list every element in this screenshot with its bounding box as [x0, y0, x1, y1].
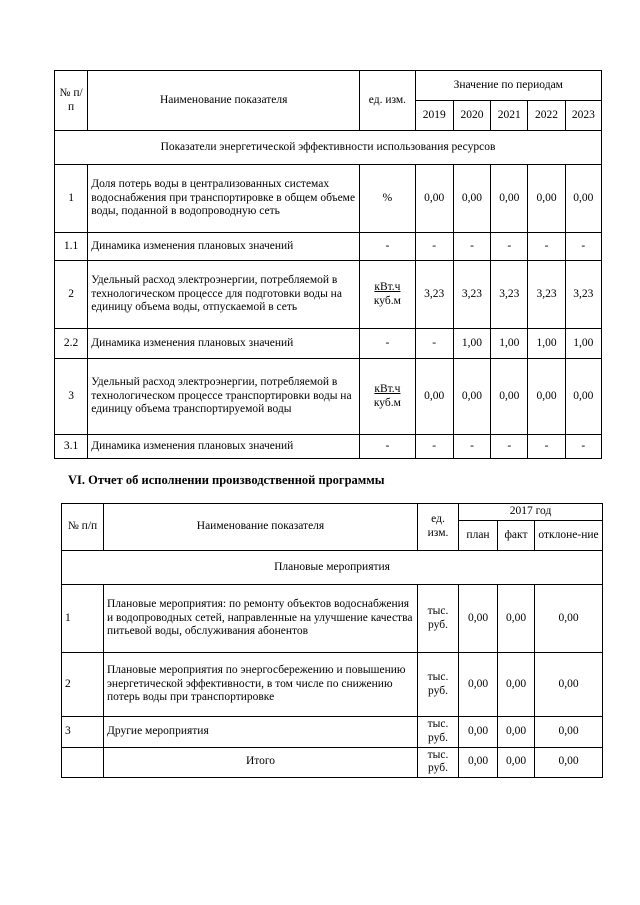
row-num: 2: [55, 261, 88, 329]
row-value: 1,00: [528, 329, 565, 359]
row-value: 0,00: [491, 359, 528, 435]
row-deviation: 0,00: [535, 717, 603, 748]
row-plan: 0,00: [459, 585, 498, 653]
row-value: -: [453, 435, 490, 459]
section-row: Плановые мероприятия: [62, 551, 603, 585]
header-name: Наименование показателя: [88, 71, 360, 131]
row-value: 0,00: [528, 165, 565, 233]
row-name: Плановые мероприятия: по ремонту объектов водоснабжения и водопроводных сетей, направленные на улучшение качества питьевой воды, обслуживания абонентов: [104, 585, 418, 653]
total-unit: тыс. руб.: [418, 747, 459, 778]
table-row: [55, 165, 602, 233]
row-plan: 0,00: [459, 717, 498, 748]
row-num: 2: [62, 653, 104, 717]
row-unit: тыс. руб.: [418, 653, 459, 717]
row-fact: 0,00: [498, 717, 535, 748]
row-num: 2.2: [55, 329, 88, 359]
row-value: 3,23: [491, 261, 528, 329]
table-row: [55, 359, 602, 435]
header-year: 2019: [415, 101, 453, 131]
row-value: -: [491, 233, 528, 261]
row-num: 3: [62, 717, 104, 748]
row-unit: [360, 261, 415, 329]
row-unit: [360, 359, 415, 435]
row-name: Плановые мероприятия по энергосбережению и повышению энергетической эффективности, в том числе по снижению потерь воды при транспортировке: [104, 653, 418, 717]
row-value: 0,00: [415, 359, 453, 435]
row-value: -: [565, 233, 601, 261]
row-value: -: [565, 435, 601, 459]
row-value: -: [528, 233, 565, 261]
table-row: [55, 435, 602, 459]
row-value: -: [528, 435, 565, 459]
row-name: Динамика изменения плановых значений: [88, 329, 360, 359]
row-value: -: [415, 233, 453, 261]
row-deviation: 0,00: [535, 585, 603, 653]
unit-denominator: куб.м: [373, 396, 401, 409]
section-title: VI. Отчет об исполнении производственной программы: [68, 473, 385, 487]
row-value: 1,00: [491, 329, 528, 359]
row-value: 0,00: [415, 165, 453, 233]
row-name: Динамика изменения плановых значений: [88, 435, 360, 459]
row-name: Динамика изменения плановых значений: [88, 233, 360, 261]
unit-numerator: кВт.ч: [374, 280, 401, 293]
row-num: 1: [62, 585, 104, 653]
row-num: 1: [55, 165, 88, 233]
row-value: -: [453, 233, 490, 261]
row-value: 3,23: [453, 261, 490, 329]
row-value: 0,00: [528, 359, 565, 435]
row-num: 3: [55, 359, 88, 435]
row-name: Удельный расход электроэнергии, потребляемой в технологическом процессе для подготовки воды на единицу объема воды, отпускаемой в сеть: [88, 261, 360, 329]
unit-line: -: [385, 439, 390, 452]
total-row: [62, 747, 603, 778]
row-fact: 0,00: [498, 585, 535, 653]
row-unit: [360, 165, 415, 233]
table-row: [55, 329, 602, 359]
row-value: 3,23: [415, 261, 453, 329]
header-plan: план: [459, 521, 498, 551]
row-value: -: [415, 435, 453, 459]
row-value: 1,00: [565, 329, 601, 359]
row-plan: 0,00: [459, 653, 498, 717]
row-name: Удельный расход электроэнергии, потребляемой в технологическом процессе транспортировки воды на единицу объема транспортируемой воды: [88, 359, 360, 435]
table-row: [55, 233, 602, 261]
row-value: 0,00: [453, 165, 490, 233]
header-unit: ед. изм.: [418, 504, 459, 551]
production-program-report-table: [61, 503, 603, 778]
table-row: [62, 717, 603, 748]
total-fact: 0,00: [498, 747, 535, 778]
row-value: 3,23: [565, 261, 601, 329]
unit-line: -: [385, 239, 390, 252]
header-year: 2023: [565, 101, 601, 131]
section-row: Показатели энергетической эффективности использования ресурсов: [55, 131, 602, 165]
row-value: 0,00: [491, 165, 528, 233]
row-fact: 0,00: [498, 653, 535, 717]
row-value: 3,23: [528, 261, 565, 329]
header-year: 2021: [491, 101, 528, 131]
row-unit: тыс. руб.: [418, 585, 459, 653]
header-year: 2020: [453, 101, 490, 131]
header-fact: факт: [498, 521, 535, 551]
row-value: 0,00: [565, 165, 601, 233]
header-year: 2022: [528, 101, 565, 131]
row-num: 1.1: [55, 233, 88, 261]
table-row: [55, 261, 602, 329]
unit-line: -: [385, 336, 390, 349]
total-deviation: 0,00: [535, 747, 603, 778]
header-unit: ед. изм.: [360, 71, 415, 131]
header-year: 2017 год: [459, 504, 603, 521]
header-num: № п/п: [55, 71, 88, 131]
total-label: Итого: [104, 747, 418, 778]
unit-denominator: куб.м: [373, 294, 401, 307]
table-row: [62, 585, 603, 653]
row-value: 1,00: [453, 329, 490, 359]
total-num-empty: [62, 747, 104, 778]
header-deviation: отклоне-ние: [535, 521, 603, 551]
unit-numerator: кВт.ч: [374, 382, 401, 395]
total-plan: 0,00: [459, 747, 498, 778]
energy-efficiency-table: [54, 70, 602, 459]
row-unit: тыс. руб.: [418, 717, 459, 748]
row-value: -: [415, 329, 453, 359]
row-unit: [360, 233, 415, 261]
row-value: 0,00: [453, 359, 490, 435]
row-name: Другие мероприятия: [104, 717, 418, 748]
row-unit: [360, 329, 415, 359]
header-name: Наименование показателя: [104, 504, 418, 551]
header-num: № п/п: [62, 504, 104, 551]
row-value: -: [491, 435, 528, 459]
unit-line: %: [382, 191, 393, 204]
row-name: Доля потерь воды в централизованных системах водоснабжения при транспортировке в общем объеме воды, поданной в водопроводную сеть: [88, 165, 360, 233]
row-deviation: 0,00: [535, 653, 603, 717]
row-value: 0,00: [565, 359, 601, 435]
header-values-by-period: Значение по периодам: [415, 71, 601, 101]
row-num: 3.1: [55, 435, 88, 459]
table-row: [62, 653, 603, 717]
row-unit: [360, 435, 415, 459]
